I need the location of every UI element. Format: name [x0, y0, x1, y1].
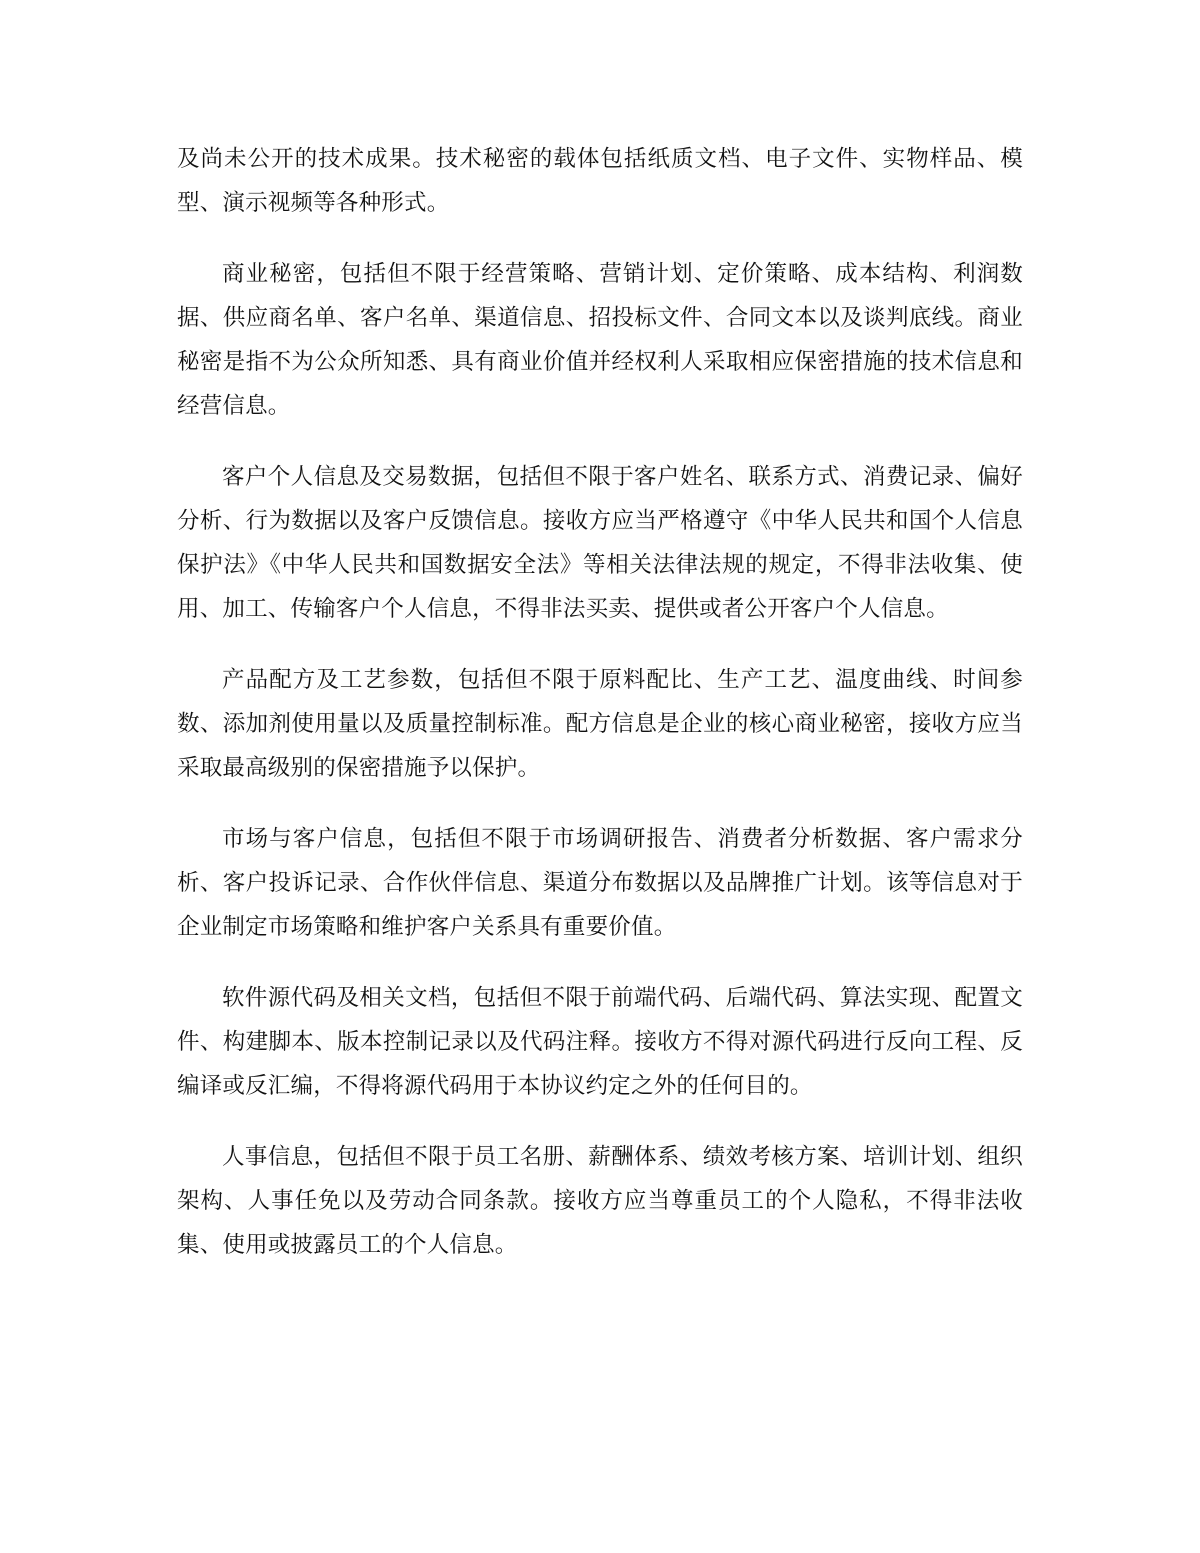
paragraph-personnel-info: 人事信息，包括但不限于员工名册、薪酬体系、绩效考核方案、培训计划、组织架构、人事任免以及劳动合同条款。接收方应当尊重员工的个人隐私，不得非法收集、使用或披露员工的个人信息。 [177, 1144, 1023, 1258]
paragraph-commercial-secrets: 商业秘密，包括但不限于经营策略、营销计划、定价策略、成本结构、利润数据、供应商名单、客户名单、渠道信息、招投标文件、合同文本以及谈判底线。商业秘密是指不为公众所知悉、具有商业价值并经权利人采取相应保密措施的技术信息和经营信息。 [177, 261, 1023, 419]
document-body [177, 137, 1023, 1294]
paragraph-market-customer-info: 市场与客户信息，包括但不限于市场调研报告、消费者分析数据、客户需求分析、客户投诉记录、合作伙伴信息、渠道分布数据以及品牌推广计划。该等信息对于企业制定市场策略和维护客户关系具有重要价值。 [177, 826, 1023, 940]
paragraph-software-source-code: 软件源代码及相关文档，包括但不限于前端代码、后端代码、算法实现、配置文件、构建脚本、版本控制记录以及代码注释。接收方不得对源代码进行反向工程、反编译或反汇编，不得将源代码用于本协议约定之外的任何目的。 [177, 985, 1023, 1099]
paragraph-product-formula: 产品配方及工艺参数，包括但不限于原料配比、生产工艺、温度曲线、时间参数、添加剂使用量以及质量控制标准。配方信息是企业的核心商业秘密，接收方应当采取最高级别的保密措施予以保护。 [177, 667, 1023, 781]
paragraph-customer-personal-info: 客户个人信息及交易数据，包括但不限于客户姓名、联系方式、消费记录、偏好分析、行为数据以及客户反馈信息。接收方应当严格遵守《中华人民共和国个人信息保护法》《中华人民共和国数据安全法》等相关法律法规的规定，不得非法收集、使用、加工、传输客户个人信息，不得非法买卖、提供或者公开客户个人信息。 [177, 464, 1023, 622]
paragraph-tech-secret-carriers: 及尚未公开的技术成果。技术秘密的载体包括纸质文档、电子文件、实物样品、模型、演示视频等各种形式。 [177, 146, 1023, 216]
